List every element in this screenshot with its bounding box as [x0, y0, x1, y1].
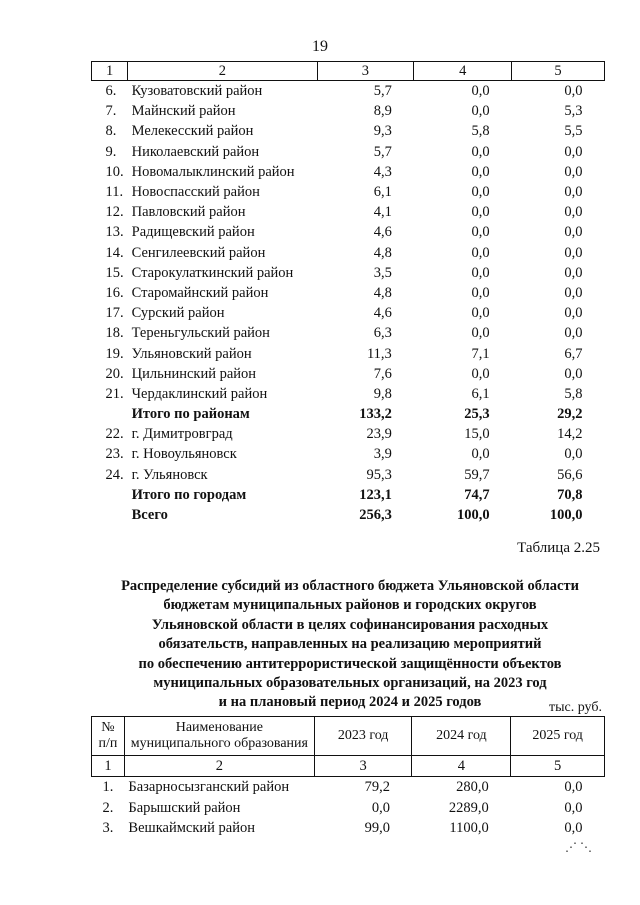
value-col5: 0,0 — [564, 264, 583, 281]
value-col3: 9,3 — [373, 123, 392, 140]
municipality-name: Тереньгульский район — [131, 325, 270, 342]
value-2024: 1100,0 — [449, 820, 489, 837]
value-2023: 99,0 — [364, 820, 390, 837]
value-col3: 6,1 — [373, 184, 392, 201]
value-col3: 256,3 — [359, 507, 392, 524]
municipality-name: Павловский район — [131, 204, 246, 221]
row-number — [92, 404, 128, 424]
value-col3: 4,3 — [373, 163, 392, 180]
row-number: 9. — [105, 143, 117, 160]
table-row — [92, 465, 605, 485]
value-col5: 0,0 — [564, 184, 583, 201]
row-number: 24. — [105, 466, 124, 483]
row-number: 10. — [105, 163, 124, 180]
value-col4: 0,0 — [471, 264, 490, 281]
value-2025: 0,0 — [564, 820, 583, 837]
value-col5: 70,8 — [557, 486, 583, 503]
value-col5: 0,0 — [564, 224, 583, 241]
value-col5: 0,0 — [564, 446, 583, 463]
table-row — [92, 303, 605, 323]
row-number: 18. — [105, 325, 124, 342]
value-col3: 95,3 — [366, 466, 392, 483]
value-col4: 0,0 — [471, 446, 490, 463]
column-header-2024: 2024 год — [412, 717, 511, 756]
value-col5: 0,0 — [564, 284, 583, 301]
table-row — [92, 121, 605, 141]
value-col4: 0,0 — [471, 244, 490, 261]
subsidy-table — [91, 716, 605, 839]
value-col3: 123,1 — [359, 486, 392, 503]
column-number: 4 — [412, 756, 511, 777]
value-col5: 5,5 — [564, 123, 583, 140]
table-row — [92, 182, 605, 202]
table-label: Таблица 2.25 — [517, 540, 600, 556]
column-header-number: № п/п — [92, 717, 125, 756]
table-row — [92, 798, 605, 819]
title-line: и на плановый период 2024 и 2025 годов — [218, 694, 482, 711]
row-number: 21. — [105, 385, 124, 402]
row-number: 6. — [105, 83, 117, 100]
row-number: 14. — [105, 244, 124, 261]
row-number: 8. — [105, 123, 117, 140]
value-2024: 280,0 — [456, 779, 489, 796]
value-col5: 5,8 — [564, 385, 583, 402]
column-header-2025: 2025 год — [511, 717, 605, 756]
value-col5: 0,0 — [564, 143, 583, 160]
value-col4: 0,0 — [471, 305, 490, 322]
row-number — [92, 485, 128, 505]
value-col3: 133,2 — [359, 406, 392, 423]
municipality-name: г. Новоульяновск — [131, 446, 237, 463]
column-number: 3 — [317, 62, 414, 81]
value-col4: 59,7 — [464, 466, 490, 483]
value-col4: 5,8 — [471, 123, 490, 140]
municipality-name: Сенгилеевский район — [131, 244, 266, 261]
municipality-name: Цильнинский район — [131, 365, 257, 382]
value-col5: 0,0 — [564, 204, 583, 221]
value-col4: 0,0 — [471, 163, 490, 180]
value-2025: 0,0 — [564, 779, 583, 796]
row-number: 13. — [105, 224, 124, 241]
value-col4: 0,0 — [471, 284, 490, 301]
value-col3: 4,6 — [373, 224, 392, 241]
municipality-name: Кузоватовский район — [131, 83, 263, 100]
column-header-2023: 2023 год — [314, 717, 412, 756]
table-row — [92, 81, 605, 102]
table-row — [92, 364, 605, 384]
municipality-name: Чердаклинский район — [131, 385, 268, 402]
table-row — [92, 343, 605, 363]
row-number: 17. — [105, 305, 124, 322]
table-row — [92, 777, 605, 798]
total-row — [92, 404, 605, 424]
table-row — [92, 424, 605, 444]
municipality-name: Итого по городам — [131, 486, 247, 503]
value-col3: 23,9 — [366, 426, 392, 443]
value-col3: 3,9 — [373, 446, 392, 463]
row-number — [92, 505, 128, 525]
row-number: 16. — [105, 284, 124, 301]
municipality-name: Итого по районам — [131, 406, 250, 423]
row-number: 20. — [105, 365, 124, 382]
value-col4: 0,0 — [471, 325, 490, 342]
municipality-name: Базарносызганский район — [128, 779, 290, 796]
column-number: 4 — [414, 62, 512, 81]
value-col3: 3,5 — [373, 264, 392, 281]
municipality-name: Старомайнский район — [131, 284, 269, 301]
value-col5: 14,2 — [557, 426, 583, 443]
total-row — [92, 485, 605, 505]
value-col5: 0,0 — [564, 244, 583, 261]
value-col4: 0,0 — [471, 83, 490, 100]
total-row — [92, 505, 605, 525]
municipality-name: Ульяновский район — [131, 345, 252, 362]
column-header-name: Наименование муниципального образования — [124, 717, 314, 756]
table-row — [92, 222, 605, 242]
distribution-table-continued — [91, 61, 605, 525]
column-number: 2 — [124, 756, 314, 777]
municipality-name: Вешкаймский район — [128, 820, 255, 837]
municipality-name: Барышский район — [128, 799, 241, 816]
row-number: 2. — [102, 799, 114, 816]
value-col4: 100,0 — [456, 507, 490, 524]
municipality-name: Майнский район — [131, 103, 236, 120]
value-col3: 6,3 — [373, 325, 392, 342]
value-col5: 5,3 — [564, 103, 583, 120]
municipality-name: Радищевский район — [131, 224, 255, 241]
value-col5: 0,0 — [564, 305, 583, 322]
table-row — [92, 444, 605, 464]
table-row — [92, 283, 605, 303]
title-line: муниципальных образовательных организаций, на 2023 год — [153, 675, 547, 692]
table-row — [92, 142, 605, 162]
municipality-name: г. Ульяновск — [131, 466, 208, 483]
column-number: 5 — [512, 62, 605, 81]
value-2023: 79,2 — [364, 779, 390, 796]
value-col3: 9,8 — [373, 385, 392, 402]
value-col5: 56,6 — [557, 466, 583, 483]
municipality-name: Николаевский район — [131, 143, 260, 160]
value-2025: 0,0 — [564, 799, 583, 816]
value-col4: 25,3 — [464, 406, 490, 423]
title-line: бюджетам муниципальных районов и городских округов — [163, 597, 537, 614]
column-number-row — [92, 62, 605, 81]
value-col4: 0,0 — [471, 365, 490, 382]
title-line: Распределение субсидий из областного бюджета Ульяновской области — [121, 578, 579, 594]
value-col3: 8,9 — [373, 103, 392, 120]
title-line: по обеспечению антитеррористической защищённости объектов — [138, 655, 562, 672]
table-title — [90, 577, 610, 713]
municipality-name: Новомалыклинский район — [131, 163, 295, 180]
value-col4: 15,0 — [464, 426, 490, 443]
table-row — [92, 243, 605, 263]
column-number: 1 — [92, 62, 128, 81]
column-number: 2 — [128, 62, 317, 81]
value-col3: 7,6 — [373, 365, 392, 382]
row-number: 22. — [105, 426, 124, 443]
value-col5: 0,0 — [564, 83, 583, 100]
row-number: 23. — [105, 446, 124, 463]
value-col4: 0,0 — [471, 184, 490, 201]
value-col4: 74,7 — [464, 486, 490, 503]
value-col4: 0,0 — [471, 103, 490, 120]
row-number: 3. — [102, 820, 114, 837]
value-col4: 7,1 — [471, 345, 490, 362]
value-col3: 4,6 — [373, 305, 392, 322]
value-col3: 5,7 — [373, 143, 392, 160]
value-col5: 0,0 — [564, 163, 583, 180]
row-number: 12. — [105, 204, 124, 221]
page-number: 19 — [312, 38, 328, 55]
value-col5: 0,0 — [564, 325, 583, 342]
scan-marks: ⋰ ⋱ — [565, 840, 592, 854]
value-col4: 6,1 — [471, 385, 490, 402]
value-col5: 0,0 — [564, 365, 583, 382]
value-col3: 11,3 — [366, 345, 392, 362]
table-row — [92, 323, 605, 343]
value-col5: 6,7 — [564, 345, 583, 362]
value-col3: 4,1 — [373, 204, 392, 221]
municipality-name: Мелекесский район — [131, 123, 254, 140]
table-row — [92, 162, 605, 182]
value-col4: 0,0 — [471, 224, 490, 241]
value-col5: 29,2 — [557, 406, 583, 423]
row-number: 11. — [105, 184, 124, 201]
row-number: 1. — [102, 779, 114, 796]
municipality-name: г. Димитровград — [131, 426, 233, 443]
row-number: 15. — [105, 264, 124, 281]
column-number-row — [92, 756, 605, 777]
column-number: 5 — [511, 756, 605, 777]
municipality-name: Новоспасский район — [131, 184, 260, 201]
table-row — [92, 384, 605, 404]
units-label: тыс. руб. — [549, 700, 602, 715]
row-number: 7. — [105, 103, 117, 120]
title-line: обязательств, направленных на реализацию мероприятий — [158, 636, 542, 653]
column-number: 1 — [92, 756, 125, 777]
value-col3: 5,7 — [373, 83, 392, 100]
value-2024: 2289,0 — [448, 799, 489, 816]
value-col4: 0,0 — [471, 204, 490, 221]
municipality-name: Старокулаткинский район — [131, 264, 294, 281]
value-col3: 4,8 — [373, 244, 392, 261]
value-2023: 0,0 — [371, 799, 390, 816]
value-col5: 100,0 — [549, 507, 583, 524]
municipality-name: Всего — [131, 507, 168, 524]
table-row — [92, 101, 605, 121]
municipality-name: Сурский район — [131, 305, 225, 322]
table-row — [92, 818, 605, 839]
row-number: 19. — [105, 345, 124, 362]
column-number: 3 — [314, 756, 412, 777]
value-col3: 4,8 — [373, 284, 392, 301]
value-col4: 0,0 — [471, 143, 490, 160]
table-row — [92, 263, 605, 283]
title-line: Ульяновской области в целях софинансирования расходных — [151, 616, 549, 633]
table-row — [92, 202, 605, 222]
